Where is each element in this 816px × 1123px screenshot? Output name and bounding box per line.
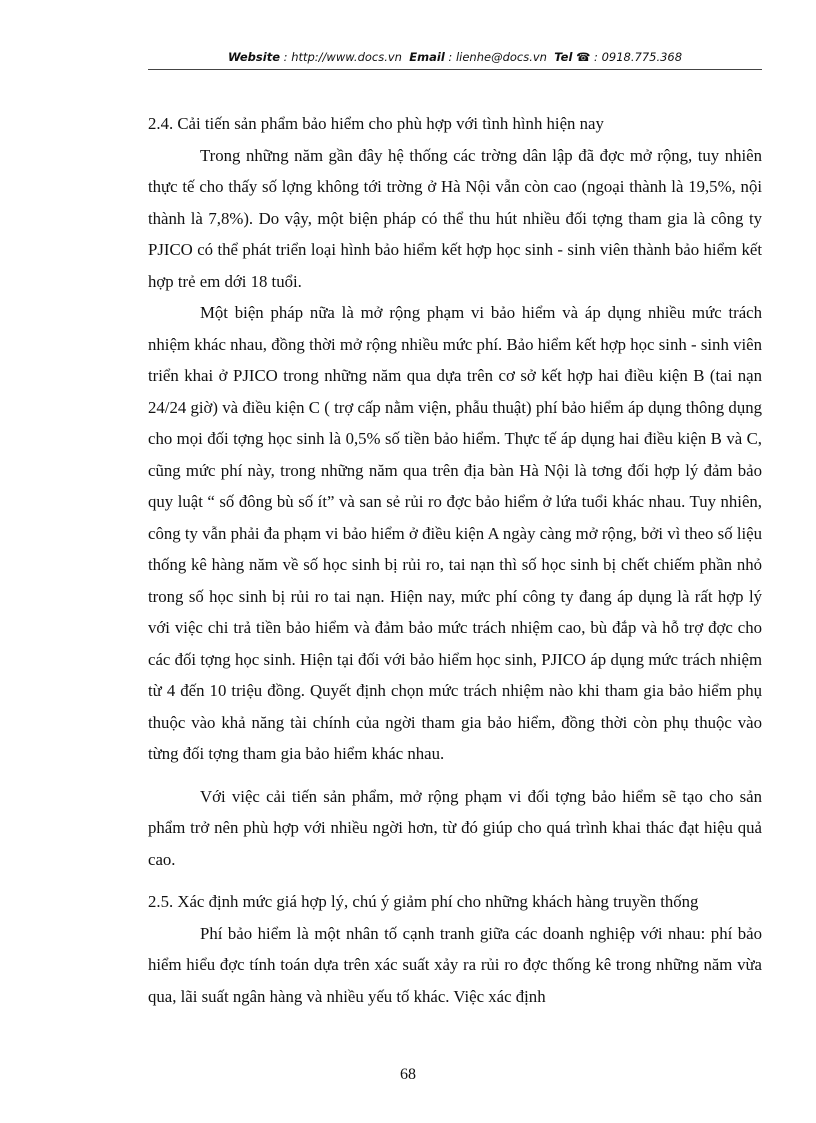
- page-number: 68: [400, 1066, 416, 1083]
- paragraph-1: Trong những năm gần đây hệ thống các trờng dân lập đã đợc mở rộng, tuy nhiên thực tế cho thấy số lợng không tới trờng ở Hà Nội vẫn còn cao (ngoại thành là 19,5%, nội thành là 7,8%). Do vậy, một biện pháp có thể thu hút nhiều đối tợng tham gia là công ty PJICO có thể phát triển loại hình bảo hiểm kết hợp học sinh - sinh viên thành bảo hiểm kết hợp trẻ em dới 18 tuổi.: [148, 145, 762, 291]
- paragraph-4: Phí bảo hiểm là một nhân tố cạnh tranh giữa các doanh nghiệp với nhau: phí bảo hiểm hiểu đợc tính toán dựa trên xác suất xảy ra rủi ro đợc thống kê trong những năm vừa qua, lãi suất ngân hàng và nhiều yếu tố khác. Việc xác định: [148, 923, 762, 1006]
- tel-label: Tel: [554, 50, 573, 64]
- paragraph-3: Với việc cải tiến sản phẩm, mở rộng phạm vi đối tợng bảo hiểm sẽ tạo cho sản phẩm trở nên phù hợp với nhiều ngời hơn, từ đó giúp cho quá trình khai thác đạt hiệu quả cao.: [148, 786, 762, 869]
- phone-icon: ☎: [576, 50, 591, 64]
- document-body: [148, 108, 762, 1012]
- website-label: Website: [227, 50, 281, 64]
- header-divider: [148, 69, 762, 70]
- email-address: : lienhe@docs.vn: [448, 50, 547, 64]
- page-header: [148, 50, 762, 64]
- paragraph-2: Một biện pháp nữa là mở rộng phạm vi bảo hiểm và áp dụng nhiều mức trách nhiệm khác nhau, đồng thời mở rộng nhiều mức phí. Bảo hiểm kết hợp học sinh - sinh viên triển khai ở PJICO trong những năm qua dựa trên cơ sở kết hợp hai điều kiện B (tai nạn 24/24 giờ) và điều kiện C ( trợ cấp nằm viện, phẫu thuật) phí bảo hiểm áp dụng thông dụng cho mọi đối tợng học sinh là 0,5% số tiền bảo hiểm. Thực tế áp dụng hai điều kiện B và C, cũng mức phí này, trong những năm qua trên địa bàn Hà Nội là tơng đối hợp lý đảm bảo quy luật “ số đông bù số ít” và san sẻ rủi ro đợc bảo hiểm ở lứa tuổi khác nhau. Tuy nhiên, công ty vẫn phải đa phạm vi bảo hiểm ở điều kiện A ngày càng mở rộng, bởi vì theo số liệu thống kê hàng năm về số học sinh bị rủi ro, tai nạn thì số học sinh bị chết chiếm phần nhỏ trong số học sinh bị rủi ro tai nạn. Hiện nay, mức phí công ty đang áp dụng là rất hợp lý với việc chi trả tiền bảo hiểm và đảm bảo mức trách nhiệm cao, bù đắp và hỗ trợ đợc cho các đối tợng học sinh. Hiện tại đối với bảo hiểm học sinh, PJICO áp dụng mức trách nhiệm từ 4 đến 10 triệu đồng. Quyết định chọn mức trách nhiệm nào khi tham gia bảo hiểm phụ thuộc vào khả năng tài chính của ngời tham gia bảo hiểm, đồng thời còn phụ thuộc vào từng đối tợng tham gia bảo hiểm khác nhau.: [148, 303, 762, 763]
- website-url: : http://www.docs.vn: [283, 50, 402, 64]
- section-heading-2-4: 2.4. Cải tiến sản phẩm bảo hiểm cho phù hợp với tình hình hiện nay: [148, 114, 604, 133]
- section-heading-2-5: 2.5. Xác định mức giá hợp lý, chú ý giảm phí cho những khách hàng truyền thống: [148, 892, 699, 911]
- tel-number: : 0918.775.368: [594, 50, 683, 64]
- email-label: Email: [409, 50, 445, 64]
